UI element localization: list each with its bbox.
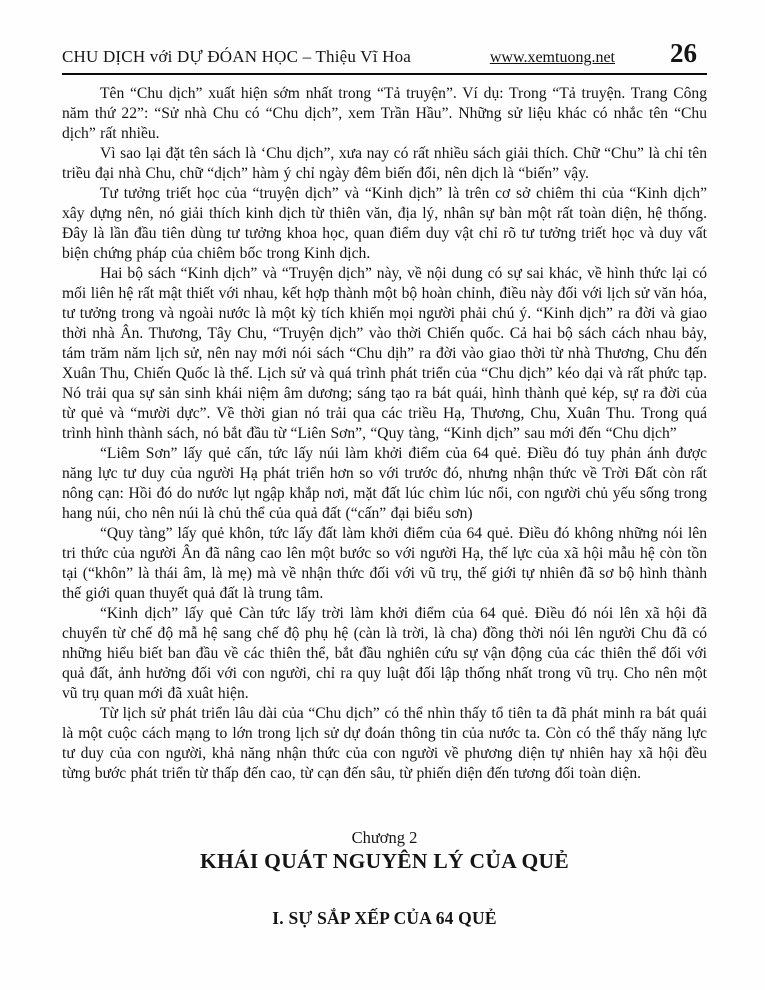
- section-title: I. SỰ SẮP XẾP CỦA 64 QUẺ: [272, 908, 497, 928]
- paragraph: Tên “Chu dịch” xuất hiện sớm nhất trong “Tả truyện”. Ví dụ: Trong “Tả truyện. Trang Công năm thứ 22”: “Sử nhà Chu có “Chu dịch”, xem Trần Hầu”. Những sử liệu khác có nhắc tên “Chu dịch” rất nhiều.: [62, 85, 707, 142]
- chapter-title: KHÁI QUÁT NGUYÊN LÝ CỦA QUẺ: [199, 849, 570, 873]
- chapter-label: Chương 2: [351, 828, 418, 847]
- paragraph: “Quy tàng” lấy quẻ khôn, tức lấy đất làm khởi điểm của 64 quẻ. Điều đó không những nói lên tri thức của người Ân đã nâng cao lên một bước so với người Hạ, thế lực của xã hội mẫu hệ còn tồn tại (“khôn” là thái âm, là mẹ) mà về nhận thức đối với vũ trụ, thế giới tự nhiên đã sơ bộ hình thành thế giới quan thuyết quả đất là trung tâm.: [62, 525, 707, 602]
- body-text: [62, 84, 707, 784]
- paragraph: Vì sao lại đặt tên sách là ‘Chu dịch”, xưa nay có rất nhiều sách giải thích. Chữ “Chu” là chỉ tên triều đại nhà Chu, chữ “dịch” hàm ý chỉ ngày đêm biến đổi, nên dịch là “biến” vậy.: [62, 145, 707, 182]
- book-title: CHU DỊCH với DỰ ĐÓAN HỌC – Thiệu Vĩ Hoa: [62, 47, 412, 66]
- page-header: [62, 40, 707, 75]
- paragraph: Hai bộ sách “Kinh dịch” và “Truyện dịch” này, về nội dung có sự sai khác, về hình thức lại có mối liên hệ rất mật thiết với nhau, kết hợp thành một bộ hoàn chỉnh, điều này đối với lịch sử văn hóa, tư tưởng trong và ngoài nước là một kỳ tích khiến mọi người phải chú ý. “Kinh dịch” ra đời và giao thời nhà Ân. Thương, Tây Chu, “Truyện dịch” vào thời Chiến quốc. Cả hai bộ sách cách nhau bảy, tám trăm năm lịch sử, nên nay mới nói sách “Chu dịh” ra đời vào giao thời từ nhà Thương, Chu đến Xuân Thu, Chiến Quốc là thế. Lịch sử và quá trình phát triển của “Chu dịch” kéo dại và rất phức tạp. Nó trải qua sự sản sinh khái niệm âm dương; sáng tạo ra bát quái, hình thành quẻ kép, sự ra đời của từ quẻ và “mười dực”. Về thời gian nó trải qua các triều Hạ, Thương, Chu, Xuân Thu. Trong quá trình hình thành sách, nó bắt đầu từ “Liên Sơn”, “Quy tàng, “Kinh dịch” sau mới đến “Chu dịch”: [62, 265, 707, 442]
- paragraph: Từ lịch sử phát triển lâu dài của “Chu dịch” có thể nhìn thấy tổ tiên ta đã phát minh ra bát quái là một cuộc cách mạng to lớn trong lịch sử dự đoán thông tin của nước ta. Còn có thể thấy năng lực tư duy của con người, khả năng nhận thức của con người về phương diện tự nhiên hay xã hội đều từng bước phát triển từ thấp đến cao, từ cạn đến sâu, từ phiến diện đến tương đối toàn diện.: [62, 705, 707, 782]
- chapter-heading: [62, 828, 707, 929]
- paragraph: “Kinh dịch” lấy quẻ Càn tức lấy trời làm khởi điểm của 64 quẻ. Điều đó nói lên xã hội đã chuyển từ chế độ mẫ hệ sang chế độ phụ hệ (càn là trời, là cha) đồng thời nói lên người Chu đã có những hiểu biết ban đầu về các thiên thể, bắt đầu nghiên cứu sự vận động của các thiên thể đối với quả đất, ảnh hưởng đối với con người, chỉ ra quy luật đối lập thống nhất trong vũ trụ. Cho nên một vũ trụ quan mới đã xuât hiện.: [62, 605, 707, 702]
- paragraph: Tư tưởng triết học của “truyện dịch” và “Kinh dịch” là trên cơ sở chiêm thi của “Kinh dịch” xây dựng nên, nó giải thích kinh dịch từ thiên văn, địa lý, nhân sự bàn một rất toàn diện, hệ thống. Đây là lần đầu tiên dùng tư tưởng khoa học, quan điểm duy vật chỉ rõ tư tưởng triết học và duy vất biện chứng pháp của chiêm bốc trong Kinh dịch.: [62, 185, 707, 262]
- page-number: 26: [670, 38, 697, 68]
- website-link[interactable]: www.xemtuong.net: [489, 49, 615, 66]
- paragraph: “Liêm Sơn” lấy quẻ cấn, tức lấy núi làm khởi điểm của 64 quẻ. Điều đó tuy phản ánh được năng lực tư duy của người Hạ phát triển hơn so với trước đó, nhưng nhận thức về Trời Đất còn rất nông cạn: Hồi đó do nước lụt ngập khắp nơi, mặt đất lúc chìm lúc nổi, con người chủ yếu sống trong hang núi, cho nên núi là chủ thể của quả đất (“cấn” đại biểu sơn): [62, 445, 707, 522]
